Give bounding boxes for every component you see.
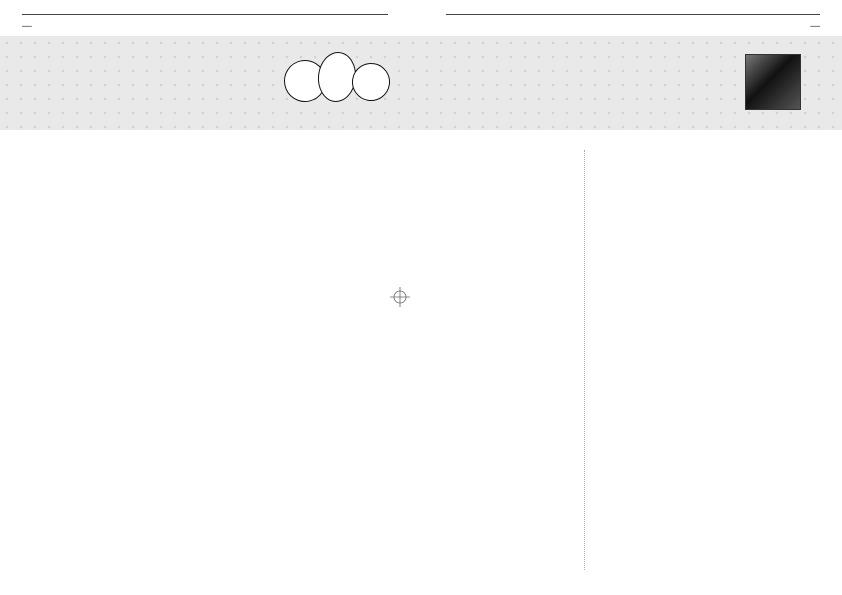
album-cover-image <box>745 54 801 110</box>
registration-mark-icon <box>390 287 410 307</box>
banner <box>0 36 842 130</box>
page-number-right: ── <box>810 22 820 31</box>
header-rule-left <box>22 14 388 15</box>
header-rule-right <box>446 14 820 15</box>
page-number-left: ── <box>22 22 32 31</box>
column-divider <box>584 150 585 570</box>
